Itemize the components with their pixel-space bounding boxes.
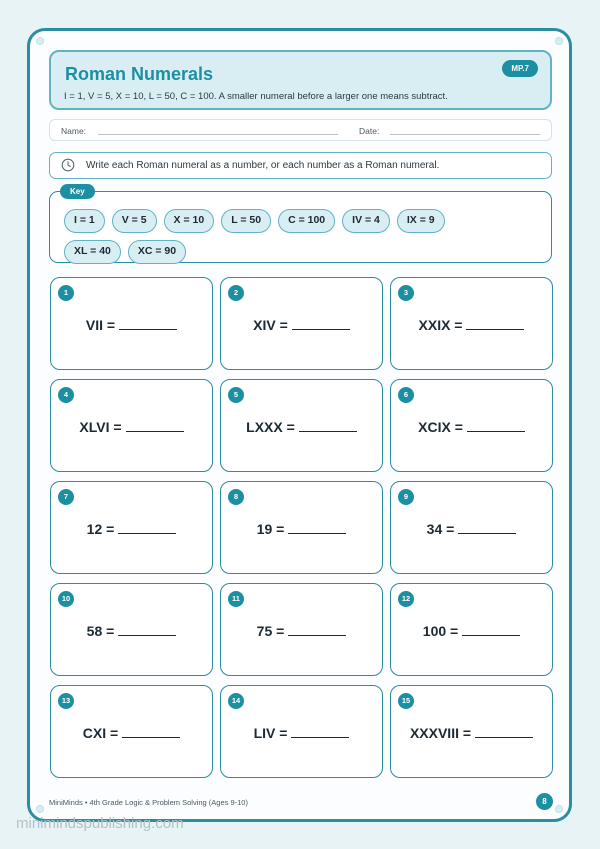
name-label: Name: bbox=[61, 126, 87, 136]
problem-number: 3 bbox=[398, 285, 414, 301]
key-chip: L = 50 bbox=[221, 209, 271, 233]
answer-blank[interactable] bbox=[466, 319, 524, 330]
problem-number: 7 bbox=[58, 489, 74, 505]
worksheet-header bbox=[49, 50, 552, 110]
problem-expression bbox=[51, 725, 212, 741]
problem-number: 14 bbox=[228, 693, 244, 709]
problem-card bbox=[220, 277, 383, 370]
answer-blank[interactable] bbox=[467, 421, 525, 432]
problem-grid bbox=[50, 277, 553, 778]
key-chip: IX = 9 bbox=[397, 209, 445, 233]
problem-card bbox=[390, 583, 553, 676]
problem-question: 58 = bbox=[86, 623, 115, 639]
problem-number: 13 bbox=[58, 693, 74, 709]
problem-question: LXXX = bbox=[246, 419, 295, 435]
problem-question: VII = bbox=[85, 317, 116, 333]
key-chips bbox=[64, 209, 504, 264]
problem-expression bbox=[221, 317, 382, 333]
page-number: 8 bbox=[536, 793, 553, 810]
date-field[interactable] bbox=[390, 134, 540, 135]
problem-expression bbox=[391, 419, 552, 435]
problem-card bbox=[390, 685, 553, 778]
worksheet-page bbox=[27, 28, 572, 822]
key-chip: V = 5 bbox=[112, 209, 157, 233]
problem-number: 12 bbox=[398, 591, 414, 607]
answer-blank[interactable] bbox=[126, 421, 184, 432]
problem-question: XXIX = bbox=[418, 317, 463, 333]
problem-expression bbox=[391, 317, 552, 333]
problem-question: 19 = bbox=[256, 521, 285, 537]
key-label: Key bbox=[60, 184, 95, 199]
key-chip: XC = 90 bbox=[128, 240, 186, 264]
problem-question: 75 = bbox=[256, 623, 285, 639]
answer-blank[interactable] bbox=[288, 523, 346, 534]
answer-blank[interactable] bbox=[119, 319, 177, 330]
instruction-text: Write each Roman numeral as a number, or each number as a Roman numeral. bbox=[86, 160, 440, 171]
problem-question: CXI = bbox=[82, 725, 119, 741]
key-chip: XL = 40 bbox=[64, 240, 121, 264]
problem-expression bbox=[221, 419, 382, 435]
problem-expression bbox=[221, 725, 382, 741]
problem-number: 11 bbox=[228, 591, 244, 607]
key-chip: I = 1 bbox=[64, 209, 105, 233]
problem-card bbox=[50, 379, 213, 472]
corner-dot bbox=[36, 37, 44, 45]
problem-expression bbox=[391, 521, 552, 537]
problem-card bbox=[390, 481, 553, 574]
problem-expression bbox=[51, 317, 212, 333]
problem-expression bbox=[51, 521, 212, 537]
problem-number: 8 bbox=[228, 489, 244, 505]
standard-badge: MP.7 bbox=[502, 60, 538, 77]
answer-blank[interactable] bbox=[122, 727, 180, 738]
problem-number: 15 bbox=[398, 693, 414, 709]
problem-number: 4 bbox=[58, 387, 74, 403]
problem-card bbox=[390, 379, 553, 472]
problem-expression bbox=[221, 521, 382, 537]
name-field[interactable] bbox=[98, 134, 338, 135]
problem-expression bbox=[51, 419, 212, 435]
key-chip: C = 100 bbox=[278, 209, 335, 233]
problem-card bbox=[220, 481, 383, 574]
name-date-bar bbox=[49, 119, 552, 141]
answer-blank[interactable] bbox=[291, 727, 349, 738]
key-chip: X = 10 bbox=[164, 209, 215, 233]
instruction-box bbox=[49, 152, 552, 179]
key-box bbox=[49, 187, 552, 263]
footer-text: MiniMinds • 4th Grade Logic & Problem Solving (Ages 9-10) bbox=[49, 798, 248, 807]
problem-expression bbox=[221, 623, 382, 639]
problem-question: 34 = bbox=[426, 521, 455, 537]
answer-blank[interactable] bbox=[475, 727, 533, 738]
problem-question: 12 = bbox=[86, 521, 115, 537]
problem-expression bbox=[391, 725, 552, 741]
answer-blank[interactable] bbox=[288, 625, 346, 636]
answer-blank[interactable] bbox=[118, 523, 176, 534]
answer-blank[interactable] bbox=[118, 625, 176, 636]
problem-question: XIV = bbox=[253, 317, 288, 333]
problem-question: XXXVIII = bbox=[409, 725, 472, 741]
answer-blank[interactable] bbox=[458, 523, 516, 534]
answer-blank[interactable] bbox=[299, 421, 357, 432]
corner-dot bbox=[36, 805, 44, 813]
problem-question: XCIX = bbox=[418, 419, 463, 435]
corner-dot bbox=[555, 37, 563, 45]
problem-card bbox=[50, 685, 213, 778]
corner-dot bbox=[555, 805, 563, 813]
problem-expression bbox=[391, 623, 552, 639]
rules-subtitle: I = 1, V = 5, X = 10, L = 50, C = 100. A smaller numeral before a larger one means subtract. bbox=[64, 91, 448, 102]
answer-blank[interactable] bbox=[292, 319, 350, 330]
problem-question: 100 = bbox=[422, 623, 459, 639]
key-chip: IV = 4 bbox=[342, 209, 390, 233]
problem-number: 6 bbox=[398, 387, 414, 403]
problem-number: 1 bbox=[58, 285, 74, 301]
problem-number: 5 bbox=[228, 387, 244, 403]
problem-card bbox=[220, 379, 383, 472]
problem-card bbox=[390, 277, 553, 370]
problem-card bbox=[50, 481, 213, 574]
problem-question: XLVI = bbox=[79, 419, 122, 435]
problem-number: 10 bbox=[58, 591, 74, 607]
problem-card bbox=[50, 277, 213, 370]
clock-icon bbox=[61, 158, 75, 172]
date-label: Date: bbox=[359, 126, 380, 136]
problem-card bbox=[220, 583, 383, 676]
problem-question: LIV = bbox=[253, 725, 288, 741]
problem-number: 2 bbox=[228, 285, 244, 301]
answer-blank[interactable] bbox=[462, 625, 520, 636]
problem-card bbox=[50, 583, 213, 676]
watermark-text: minimindspublishing.com bbox=[16, 815, 184, 832]
problem-card bbox=[220, 685, 383, 778]
problem-number: 9 bbox=[398, 489, 414, 505]
page-title: Roman Numerals bbox=[65, 64, 214, 84]
problem-expression bbox=[51, 623, 212, 639]
